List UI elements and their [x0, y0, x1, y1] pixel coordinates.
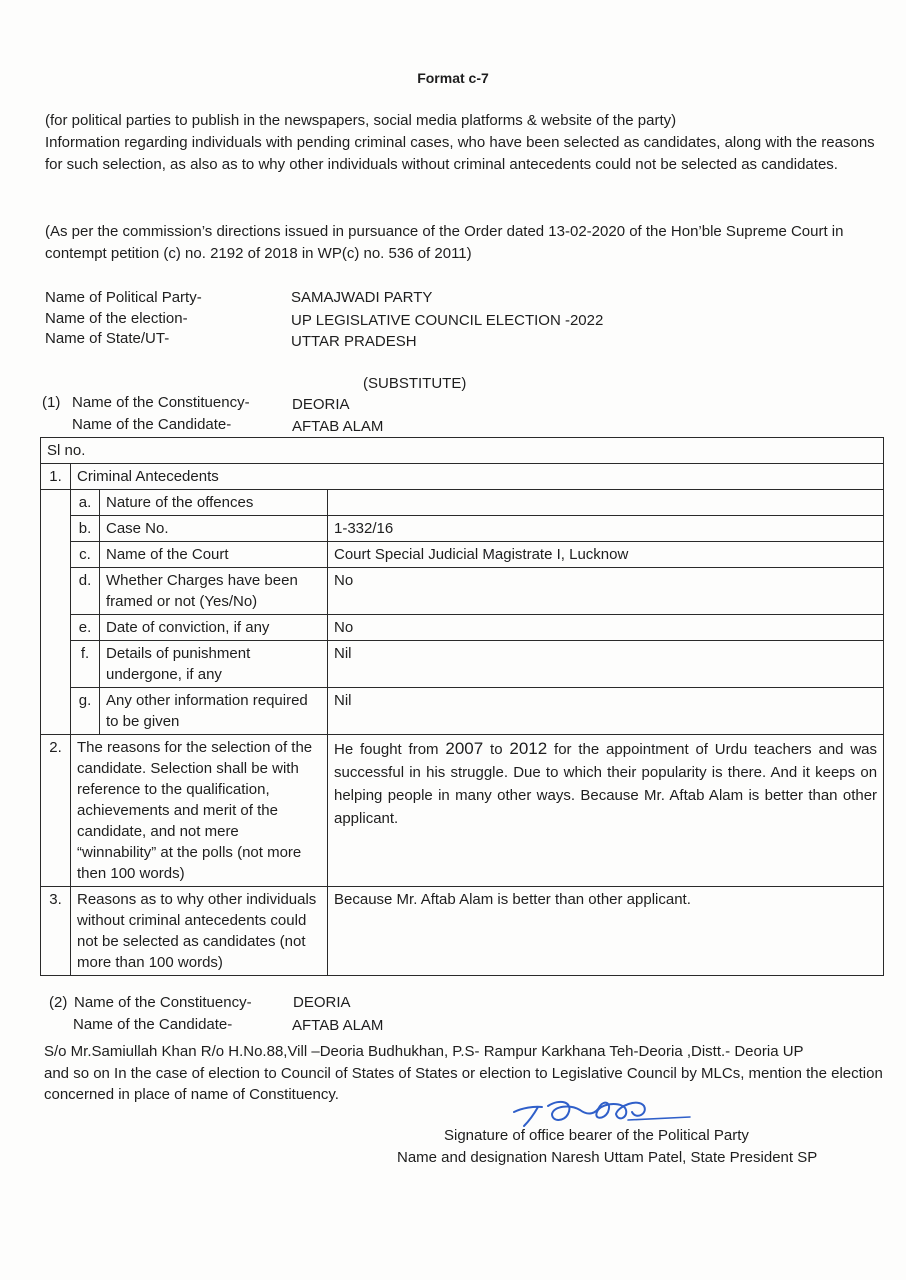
section2-label: The reasons for the selection of the candidate. Selection shall be with reference to the qualification, achievements and merit of the candidate, and not mere “winnability” at the polls (not more then 100 words): [71, 735, 328, 887]
sl-no-header: Sl no.: [41, 438, 884, 464]
candidate2-number: (2): [49, 994, 68, 1011]
candidate2-name-value: AFTAB ALAM: [292, 1017, 384, 1034]
table-row: [41, 516, 884, 542]
row-label: Name of the Court: [100, 542, 328, 568]
section2-year-start: 2007: [445, 739, 484, 758]
row-letter: b.: [71, 516, 100, 542]
row-label: Date of conviction, if any: [100, 615, 328, 641]
section2-value: [328, 735, 884, 887]
section2-text-part3: for the appointment of Urdu teachers and was successful in his struggle. Due to which their popularity is there. And it keeps on helping people in many other ways. Because Mr. Aftab Alam is better than other applicant.: [334, 741, 878, 827]
row-label: Details of punishment undergone, if any: [100, 641, 328, 688]
election-value: UP LEGISLATIVE COUNCIL ELECTION -2022: [291, 312, 604, 329]
section2-text-part2: to: [483, 741, 510, 758]
candidate1-name-label: Name of the Candidate-: [72, 416, 232, 433]
signature-label: Signature of office bearer of the Political Party: [444, 1127, 749, 1144]
table-row: [41, 615, 884, 641]
row-letter: e.: [71, 615, 100, 641]
section3-value: Because Mr. Aftab Alam is better than other applicant.: [328, 887, 884, 976]
table-row: [41, 568, 884, 615]
candidate-address: S/o Mr.Samiullah Khan R/o H.No.88,Vill –Deoria Budhukhan, P.S- Rampur Karkhana Teh-Deoria ,Distt.- Deoria UP: [44, 1043, 804, 1060]
candidate2-constituency-label: Name of the Constituency-: [74, 994, 252, 1011]
section2-row: [41, 735, 884, 887]
candidate2-name-label: Name of the Candidate-: [73, 1016, 233, 1033]
row-label: Whether Charges have been framed or not (Yes/No): [100, 568, 328, 615]
criminal-antecedents-table: [40, 437, 884, 976]
section3-row: [41, 887, 884, 976]
candidate2-constituency-value: DEORIA: [293, 994, 351, 1011]
section3-label: Reasons as to why other individuals without criminal antecedents could not be selected as candidates (not more than 100 words): [71, 887, 328, 976]
signature-image: [508, 1092, 698, 1130]
candidate1-constituency-value: DEORIA: [292, 396, 350, 413]
table-header-row: [41, 438, 884, 464]
section1-number: 1.: [41, 464, 71, 490]
row-label: Case No.: [100, 516, 328, 542]
row-value: 1-332/16: [328, 516, 884, 542]
row-value: No: [328, 568, 884, 615]
commission-directions: (As per the commission’s directions issued in pursuance of the Order dated 13-02-2020 of the Hon’ble Supreme Court in contempt petition (c) no. 2192 of 2018 in WP(c) no. 536 of 2011): [45, 223, 844, 262]
table-row: [41, 490, 884, 516]
section2-number: 2.: [41, 735, 71, 887]
address-note: [44, 1041, 884, 1106]
table-row: [41, 688, 884, 735]
candidate1-name-value: AFTAB ALAM: [292, 418, 384, 435]
intro-line-publish: (for political parties to publish in the newspapers, social media platforms & website of the party): [45, 112, 677, 129]
format-title: Format c-7: [417, 70, 489, 86]
section2-year-end: 2012: [509, 739, 548, 758]
intro-line-information: Information regarding individuals with pending criminal cases, who have been selected as candidates, along with the reasons for such selection, as also as to why other individuals without criminal antecedents could not be selected as candidates.: [45, 134, 875, 173]
row-label: Nature of the offences: [100, 490, 328, 516]
row-value: [328, 490, 884, 516]
substitute-label: (SUBSTITUTE): [363, 375, 467, 392]
state-value: UTTAR PRADESH: [291, 333, 417, 350]
election-label: Name of the election-: [45, 310, 188, 327]
candidate1-constituency-label: Name of the Constituency-: [72, 394, 250, 411]
section3-number: 3.: [41, 887, 71, 976]
signatory-name: Name and designation Naresh Uttam Patel, State President SP: [397, 1149, 818, 1166]
section1-spacer: [41, 490, 71, 735]
party-label: Name of Political Party-: [45, 289, 202, 306]
section1-row: [41, 464, 884, 490]
section2-text-part1: He fought from: [334, 741, 446, 758]
table-row: [41, 542, 884, 568]
row-value: Court Special Judicial Magistrate I, Lucknow: [328, 542, 884, 568]
row-letter: f.: [71, 641, 100, 688]
party-value: SAMAJWADI PARTY: [291, 289, 433, 306]
row-letter: g.: [71, 688, 100, 735]
row-value: Nil: [328, 688, 884, 735]
section1-title: Criminal Antecedents: [71, 464, 884, 490]
row-letter: d.: [71, 568, 100, 615]
row-label: Any other information required to be given: [100, 688, 328, 735]
row-letter: a.: [71, 490, 100, 516]
intro-text: [45, 110, 895, 176]
table-row: [41, 641, 884, 688]
state-label: Name of State/UT-: [45, 330, 170, 347]
row-letter: c.: [71, 542, 100, 568]
row-value: Nil: [328, 641, 884, 688]
row-value: No: [328, 615, 884, 641]
candidate1-number: (1): [42, 394, 61, 411]
election-note: and so on In the case of election to Council of States of States or election to Legislative Council by MLCs, mention the election concerned in place of name of Constituency.: [44, 1064, 883, 1103]
